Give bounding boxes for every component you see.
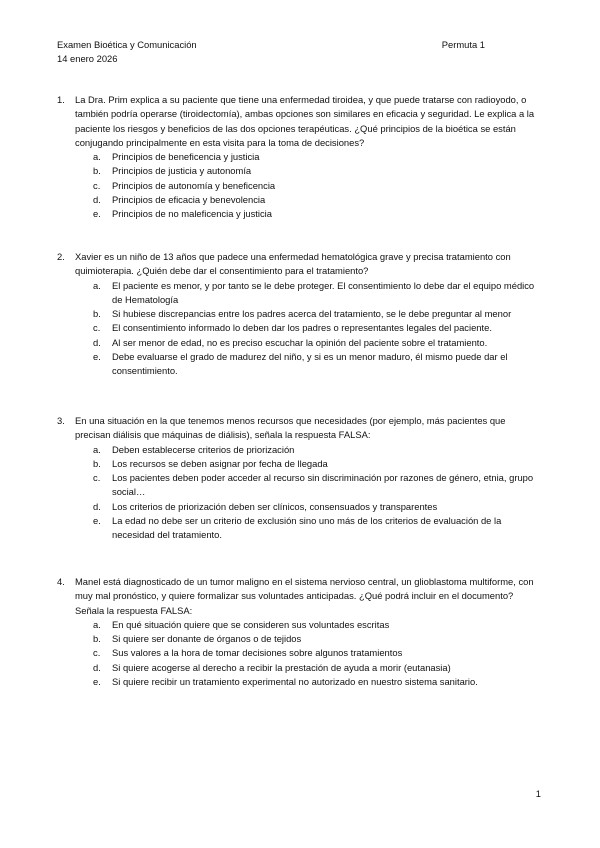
answer-option-c	[75, 646, 543, 660]
answer-option-d	[75, 500, 543, 514]
exam-date: 14 enero 2026	[57, 53, 118, 65]
option-text: Si hubiese discrepancias entre los padres acerca del tratamiento, se le debe preguntar al menor	[112, 308, 512, 320]
answer-option-e	[75, 350, 543, 379]
answer-options	[75, 618, 543, 689]
option-label: c.	[93, 179, 101, 191]
option-text: Los criterios de priorización deben ser clínicos, consensuados y transparentes	[112, 500, 438, 512]
option-text: Debe evaluarse el grado de madurez del niño, y si es un menor maduro, él mismo puede dar el consentimiento.	[112, 351, 508, 377]
option-label: b.	[93, 308, 101, 320]
option-label: b.	[93, 165, 101, 177]
exam-title: Examen Bioética y Comunicación	[57, 39, 197, 50]
answer-option-b	[75, 457, 543, 471]
option-label: d.	[93, 500, 101, 512]
option-text: Los recursos se deben asignar por fecha de llegada	[112, 457, 328, 469]
option-text: Principios de autonomía y beneficencia	[112, 179, 276, 191]
answer-option-a	[75, 618, 543, 632]
option-text: Deben establecerse criterios de priorización	[112, 443, 295, 455]
option-label: a.	[93, 443, 101, 455]
option-text: Los pacientes deben poder acceder al recurso sin discriminación por razones de género, etnia, grupo social…	[112, 472, 534, 498]
option-label: d.	[93, 661, 101, 673]
option-text: Principios de no maleficencia y justicia	[112, 208, 272, 220]
option-label: d.	[93, 194, 101, 206]
option-text: El paciente es menor, y por tanto se le debe proteger. El consentimiento lo debe dar el equipo médico de Hematología	[112, 279, 535, 305]
option-label: c.	[93, 472, 101, 484]
question-text: Xavier es un niño de 13 años que padece una enfermedad hematológica grave y precisa tratamiento con quimioterapia. ¿Quién debe dar el consentimiento para el tratamiento?	[75, 251, 511, 277]
option-label: c.	[93, 647, 101, 659]
option-text: Principios de justicia y autonomía	[112, 165, 252, 177]
option-text: En qué situación quiere que se consideren sus voluntades escritas	[112, 618, 390, 630]
option-label: a.	[93, 279, 101, 291]
answer-option-b	[75, 632, 543, 646]
option-text: Si quiere acogerse al derecho a recibir la prestación de ayuda a morir (eutanasia)	[112, 661, 451, 673]
question-number: 3.	[57, 415, 65, 426]
answer-options	[75, 150, 543, 221]
answer-options	[75, 443, 543, 543]
answer-option-d	[75, 661, 543, 675]
option-label: c.	[93, 322, 101, 334]
option-text: Principios de beneficencia y justicia	[112, 151, 260, 163]
option-label: a.	[93, 151, 101, 163]
page-header	[57, 38, 497, 67]
option-label: b.	[93, 457, 101, 469]
question-4	[57, 575, 543, 689]
question-number: 1.	[57, 94, 65, 105]
page-number: 1	[535, 788, 541, 799]
answer-option-d	[75, 336, 543, 350]
question-3	[57, 414, 543, 543]
question-text: En una situación en la que tenemos menos recursos que necesidades (por ejemplo, más pacientes que precisan diálisis que máquinas de diálisis), señala la respuesta FALSA:	[75, 415, 506, 441]
answer-option-e	[75, 675, 543, 689]
question-text: Manel está diagnosticado de un tumor maligno en el sistema nervioso central, un glioblastoma multiforme, con muy mal pronóstico, y quiere formalizar sus voluntades anticipadas. ¿Qué podrá incluir en el documento? Señala la respuesta FALSA:	[75, 576, 534, 616]
answer-option-a	[75, 443, 543, 457]
question-number: 2.	[57, 251, 65, 262]
answer-option-b	[75, 164, 543, 178]
option-text: Si quiere recibir un tratamiento experimental no autorizado en nuestro sistema sanitario.	[112, 676, 478, 688]
answer-option-b	[75, 307, 543, 321]
option-label: d.	[93, 336, 101, 348]
question-2	[57, 250, 543, 379]
answer-option-a	[75, 279, 543, 308]
answer-option-d	[75, 193, 543, 207]
answer-options	[75, 279, 543, 379]
option-label: e.	[93, 351, 101, 363]
answer-option-c	[75, 179, 543, 193]
option-text: Si quiere ser donante de órganos o de tejidos	[112, 633, 302, 645]
question-1	[57, 93, 543, 222]
question-text: La Dra. Prim explica a su paciente que tiene una enfermedad tiroidea, y que puede tratarse con radioyodo, o también podría operarse (tiroidectomía), ambas opciones son similares en eficacia y seguridad. Le explica a la paciente los riesgos y beneficios de las dos opciones terapéuticas. ¿Qué principios de la bioética se están conjugando principalmente en esta visita para la toma de decisiones?	[75, 94, 535, 148]
question-number: 4.	[57, 576, 65, 587]
option-label: e.	[93, 515, 101, 527]
answer-option-e	[75, 514, 543, 543]
option-label: e.	[93, 676, 101, 688]
answer-option-c	[75, 321, 543, 335]
option-text: Sus valores a la hora de tomar decisiones sobre algunos tratamientos	[112, 647, 403, 659]
option-text: La edad no debe ser un criterio de exclusión sino uno más de los criterios de evaluación de la necesidad del tratamiento.	[112, 515, 502, 541]
answer-option-c	[75, 471, 543, 500]
permuta-label: Permuta 1	[441, 39, 485, 50]
option-label: a.	[93, 618, 101, 630]
answer-option-e	[75, 207, 543, 221]
option-text: Principios de eficacia y benevolencia	[112, 194, 266, 206]
option-text: Al ser menor de edad, no es preciso escuchar la opinión del paciente sobre el tratamiento.	[112, 336, 488, 348]
option-text: El consentimiento informado lo deben dar los padres o representantes legales del paciente.	[112, 322, 492, 334]
option-label: b.	[93, 633, 101, 645]
option-label: e.	[93, 208, 101, 220]
answer-option-a	[75, 150, 543, 164]
